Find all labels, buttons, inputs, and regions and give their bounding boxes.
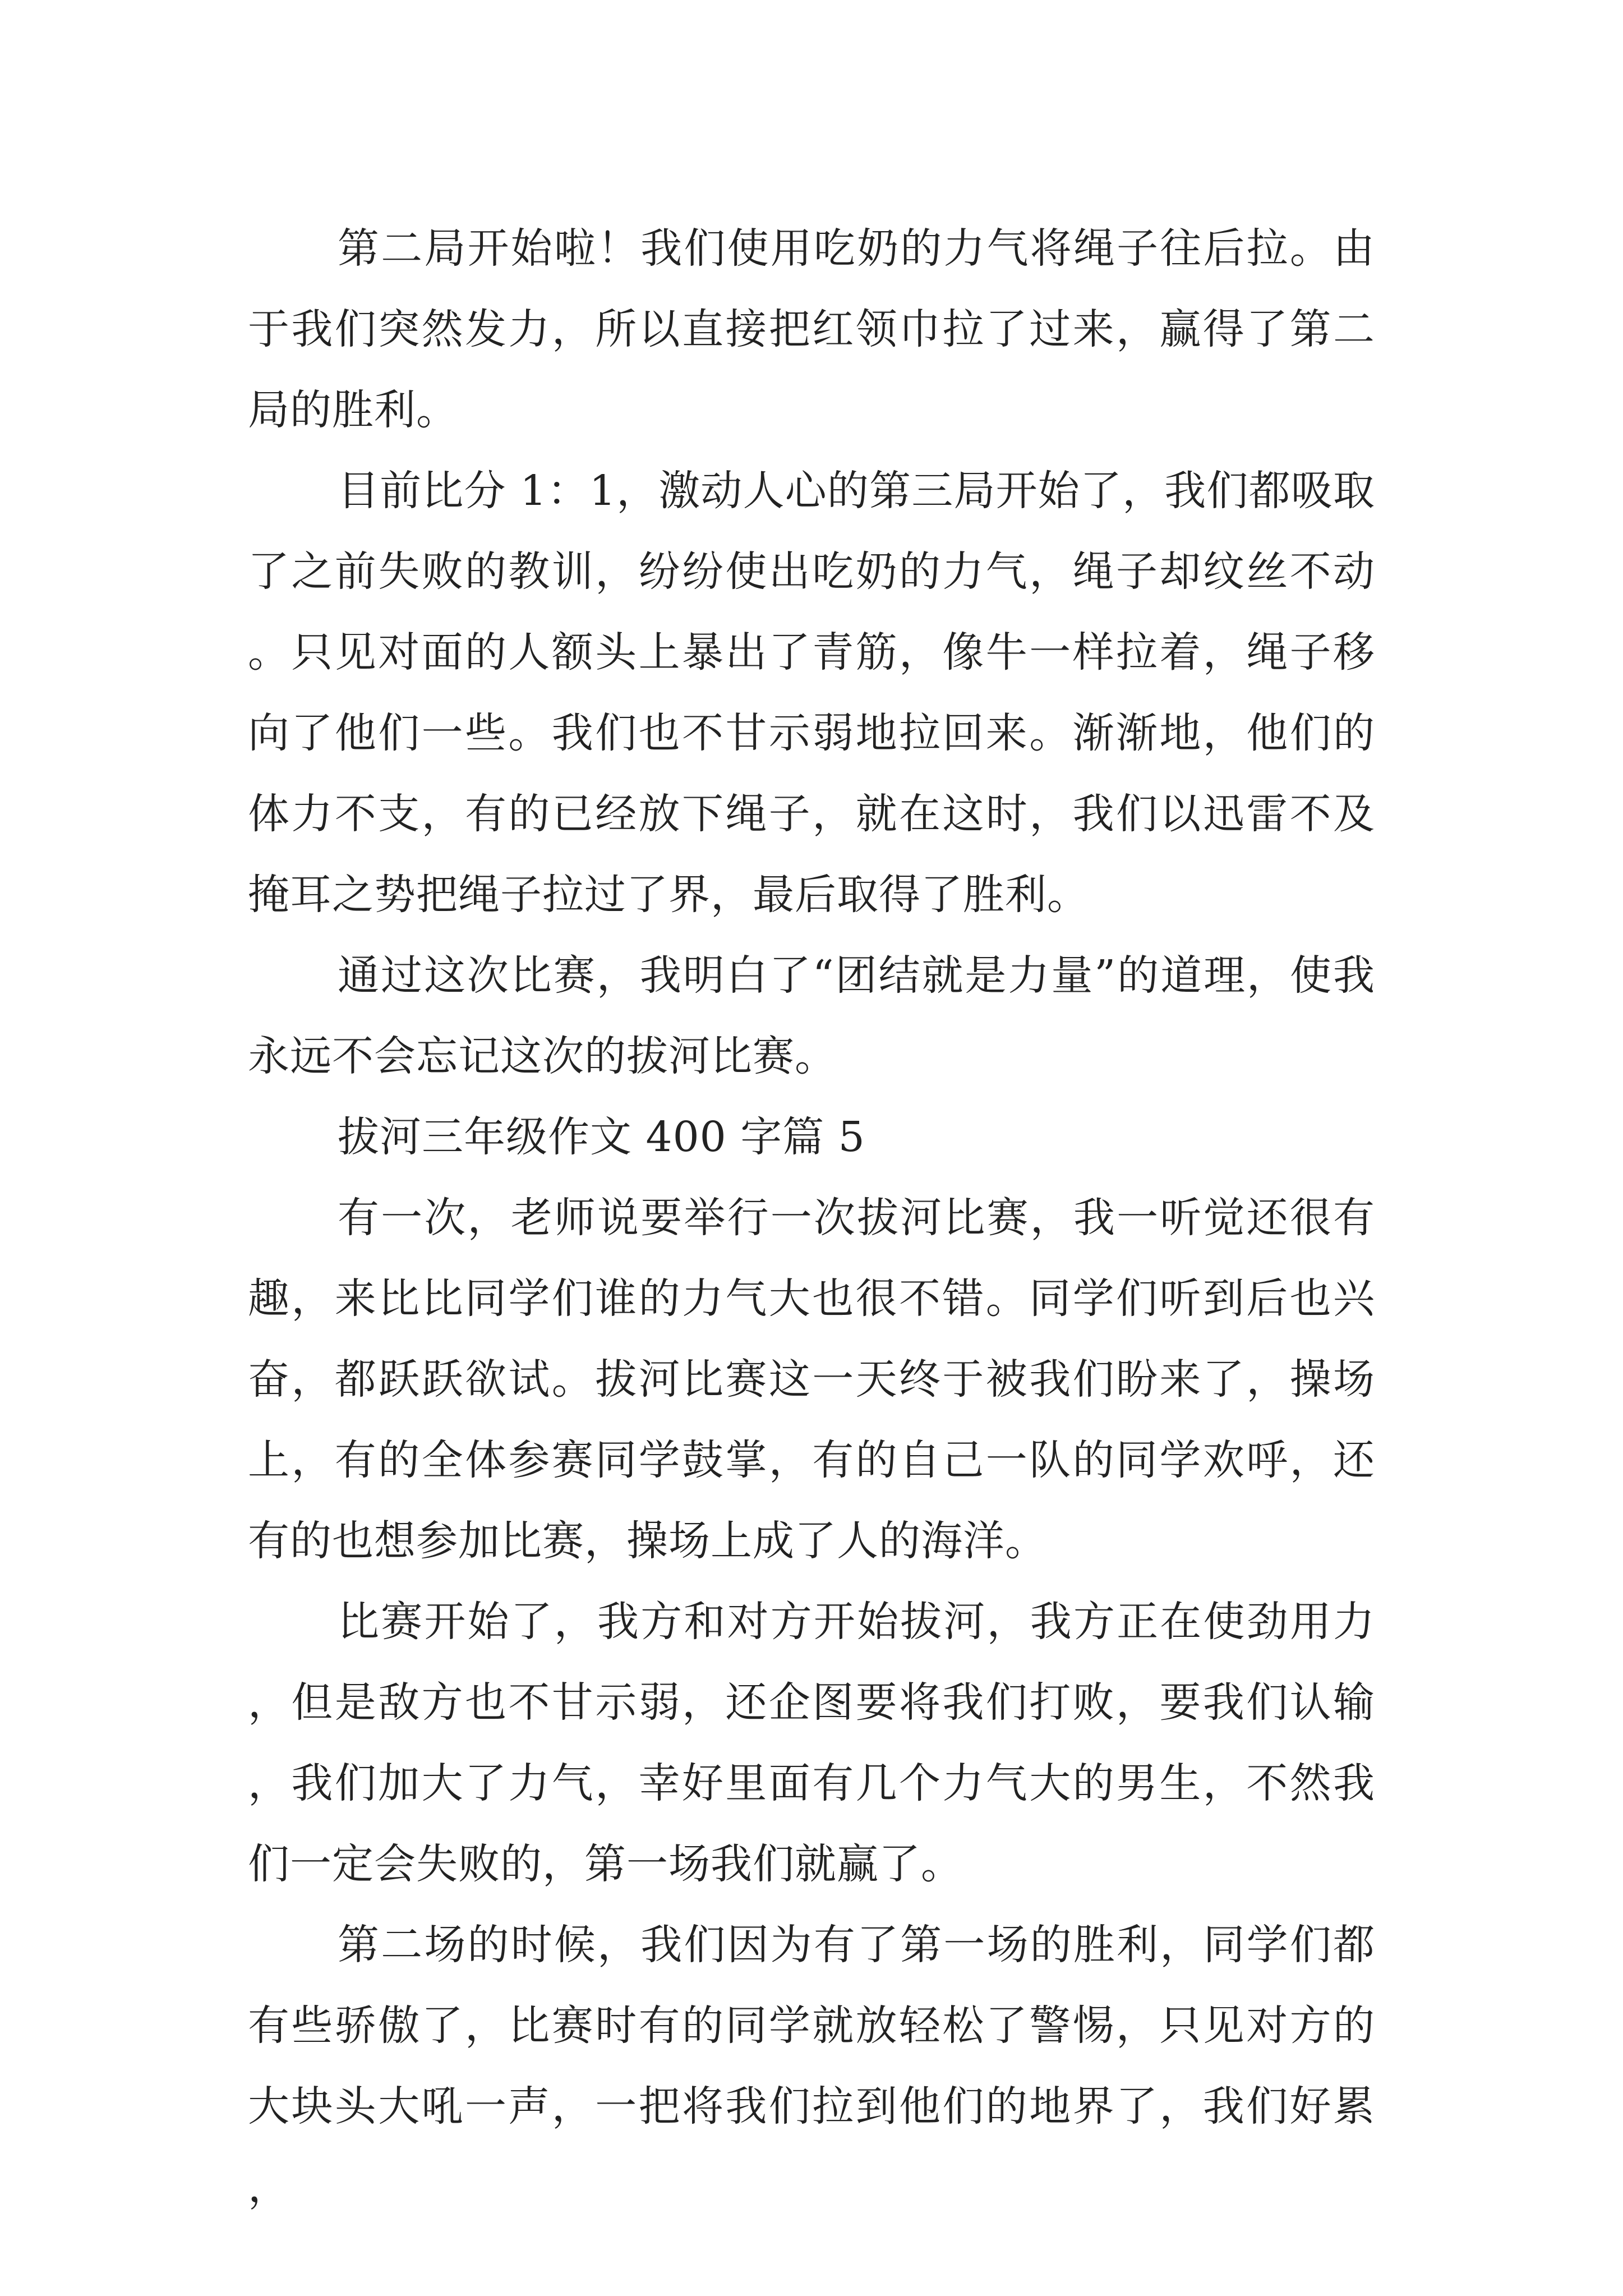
- paragraph-first-match: 比赛开始了，我方和对方开始拔河，我方正在使劲用力，但是敌方也不甘示弱，还企图要将我们打败，要我们认输，我们加大了力气，幸好里面有几个力气大的男生，不然我们一定会失败的，第一场我们就赢了。: [248, 1598, 1375, 1888]
- paragraph-round-three: 目前比分 1：1，激动人心的第三局开始了，我们都吸取了之前失败的教训，纷纷使出吃奶的力气，绳子却纹丝不动。只见对面的人额头上暴出了青筋，像牛一样拉着，绳子移向了他们一些。我们也不甘示弱地拉回来。渐渐地，他们的体力不支，有的已经放下绳子，就在这时，我们以迅雷不及掩耳之势把绳子拉过了界，最后取得了胜利。: [248, 467, 1375, 919]
- paragraph-intro: 有一次，老师说要举行一次拔河比赛，我一听觉还很有趣，来比比同学们谁的力气大也很不错。同学们听到后也兴奋，都跃跃欲试。拔河比赛这一天终于被我们盼来了，操场上，有的全体参赛同学鼓掌，有的自己一队的同学欢呼，还有的也想参加比赛，操场上成了人的海洋。: [248, 1194, 1375, 1565]
- essay-title: 拔河三年级作文 400 字篇 5: [338, 1113, 865, 1161]
- paragraph-round-two: 第二局开始啦！我们使用吃奶的力气将绳子往后拉。由于我们突然发力，所以直接把红领巾拉了过来，赢得了第二局的胜利。: [248, 224, 1375, 434]
- document-body: [248, 208, 1375, 2228]
- paragraph-conclusion: 通过这次比赛，我明白了“团结就是力量”的道理，使我永远不会忘记这次的拔河比赛。: [248, 951, 1375, 1080]
- paragraph-second-match: 第二场的时候，我们因为有了第一场的胜利，同学们都有些骄傲了，比赛时有的同学就放轻松了警惕，只见对方的大块头大吼一声，一把将我们拉到他们的地界了，我们好累，: [248, 1921, 1375, 2211]
